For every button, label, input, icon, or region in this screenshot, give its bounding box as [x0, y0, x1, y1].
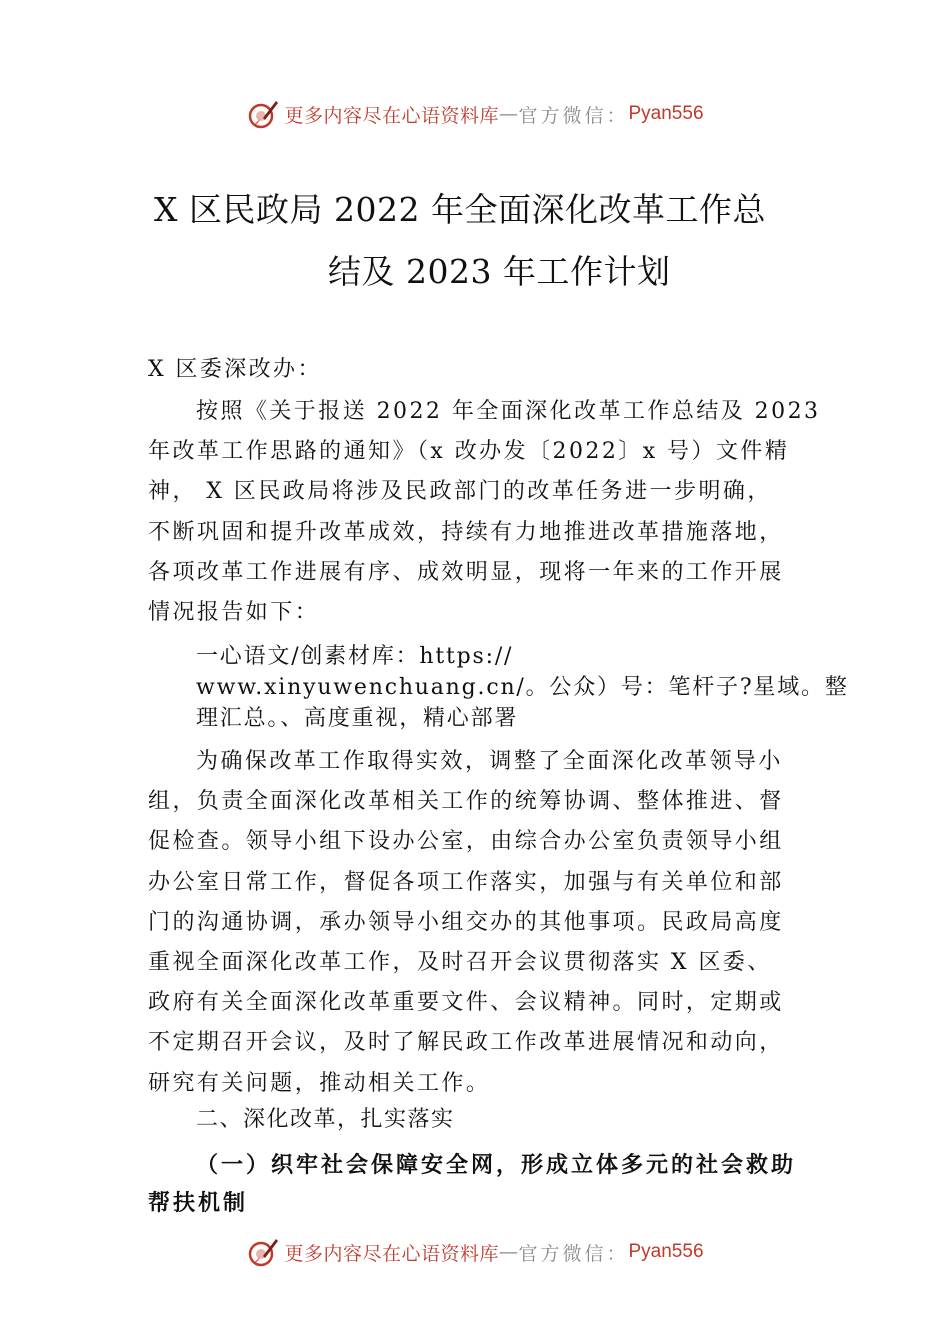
watermark-dash: —: [498, 103, 519, 125]
watermark-brand: 更多内容尽在心语资料库: [284, 1242, 499, 1265]
source-note: [196, 641, 849, 734]
brush-logo-icon: [246, 1235, 280, 1269]
body-line: 研究有关问题，推动相关工作。: [148, 1070, 491, 1096]
document-title-line-2: 结及 2023 年工作计划: [328, 252, 671, 291]
subsection-line: （一）织牢社会保障安全网，形成立体多元的社会救助: [196, 1152, 797, 1178]
note-line: 一心语文/创素材库：https://: [196, 644, 514, 669]
watermark-brand: 更多内容尽在心语资料库: [284, 104, 499, 127]
watermark-footer: [0, 1232, 950, 1272]
body-paragraph: [148, 742, 810, 1104]
intro-line: 按照《关于报送 2022 年全面深化改革工作总结及 2023: [196, 399, 821, 424]
watermark-id: Pyan556: [628, 1241, 704, 1262]
body-line: 门的沟通协调，承办领导小组交办的其他事项。民政局高度: [148, 909, 784, 935]
intro-line: 各项改革工作进展有序、成效明显，现将一年来的工作开展: [148, 559, 784, 585]
body-line: 不定期召开会议，及时了解民政工作改革进展情况和动向，: [148, 1030, 784, 1056]
watermark-dash: —: [498, 1241, 519, 1263]
body-line: 组，负责全面深化改革相关工作的统筹协调、整体推进、督: [148, 789, 784, 815]
body-line: 重视全面深化改革工作，及时召开会议贯彻落实 X 区委、: [148, 950, 772, 976]
intro-line: 年改革工作思路的通知》（x 改办发〔2022〕x 号）文件精: [148, 439, 790, 465]
intro-line: 神， X 区民政局将涉及民政部门的改革任务进一步明确，: [148, 479, 772, 505]
subsection-heading-1: [148, 1146, 813, 1222]
note-line: 理汇总。、高度重视，精心部署: [196, 706, 519, 731]
body-line: 促检查。领导小组下设办公室，由综合办公室负责领导小组: [148, 829, 784, 855]
watermark-id: Pyan556: [628, 103, 704, 124]
document-title-line-1: X 区民政局 2022 年全面深化改革工作总: [154, 190, 766, 229]
body-line: 政府有关全面深化改革重要文件、会议精神。同时，定期或: [148, 990, 784, 1016]
intro-paragraph: [148, 392, 821, 633]
intro-line: 情况报告如下：: [148, 600, 320, 626]
section-heading-2: 二、深化改革，扎实落实: [196, 1107, 455, 1132]
intro-line: 不断巩固和提升改革成效，持续有力地推进改革措施落地，: [148, 519, 784, 545]
body-line: 为确保改革工作取得实效，调整了全面深化改革领导小: [196, 749, 783, 774]
note-line: www.xinyuwenchuang.cn/。公众）号：笔杆子?星域。整: [196, 675, 849, 700]
watermark-label: 官方微信：: [518, 1242, 629, 1265]
brush-logo-icon: [246, 97, 280, 131]
watermark-label: 官方微信：: [518, 104, 629, 127]
subsection-line: 帮扶机制: [148, 1190, 249, 1216]
body-line: 办公室日常工作，督促各项工作落实，加强与有关单位和部: [148, 869, 784, 895]
salutation: X 区委深改办：: [148, 357, 322, 382]
watermark-header: [0, 94, 950, 134]
